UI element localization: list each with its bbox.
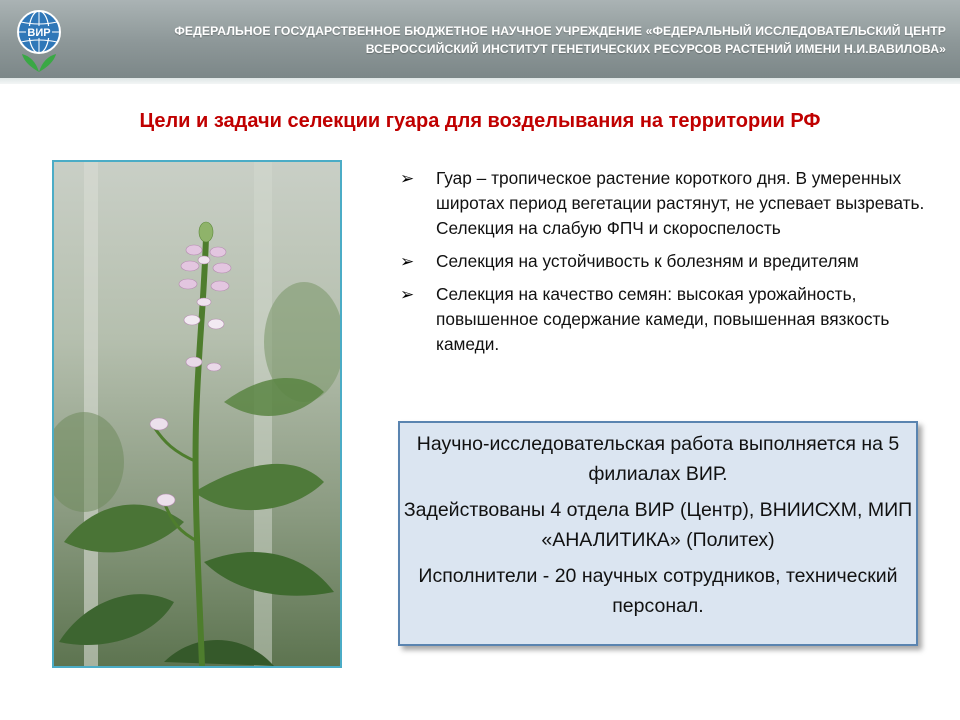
research-info-box (398, 421, 918, 646)
info-paragraph: Научно-исследовательская работа выполняется на 5 филиалах ВИР. (416, 433, 900, 485)
arrow-bullet-icon: ➢ (400, 169, 415, 188)
header-divider (0, 78, 960, 84)
guar-plant-image (54, 162, 340, 666)
institution-name-line2: ВСЕРОССИЙСКИЙ ИНСТИТУТ ГЕНЕТИЧЕСКИХ РЕСУРСОВ РАСТЕНИЙ ИМЕНИ Н.И.ВАВИЛОВА» (365, 42, 946, 56)
info-paragraph: Задействованы 4 отдела ВИР (Центр), ВНИИСХМ, МИП «АНАЛИТИКА» (Политех) (403, 499, 913, 551)
list-item (398, 249, 928, 274)
list-item (398, 282, 928, 357)
vir-logo-icon (14, 8, 64, 74)
list-item-text: Селекция на качество семян: высокая урожайность, повышенное содержание камеди, повышенная вязкость камеди. (436, 284, 890, 354)
slide-title: Цели и задачи селекции гуара для возделывания на территории РФ (139, 110, 821, 132)
arrow-bullet-icon: ➢ (400, 285, 415, 304)
list-item-text: Гуар – тропическое растение короткого дня. В умеренных широтах период вегетации растянут, не успевает вызревать. Селекция на слабую ФПЧ и скороспелость (436, 168, 925, 238)
info-paragraph: Исполнители - 20 научных сотрудников, технический персонал. (418, 565, 898, 617)
institution-name (174, 22, 946, 58)
goals-list (398, 166, 928, 365)
list-item-text: Селекция на устойчивость к болезням и вредителям (436, 251, 859, 271)
arrow-bullet-icon: ➢ (400, 252, 415, 271)
guar-plant-photo (52, 160, 342, 668)
institution-name-line1: ФЕДЕРАЛЬНОЕ ГОСУДАРСТВЕННОЕ БЮДЖЕТНОЕ НАУЧНОЕ УЧРЕЖДЕНИЕ «ФЕДЕРАЛЬНЫЙ ИССЛЕДОВАТЕЛЬСКИЙ ЦЕНТР (174, 24, 946, 38)
list-item (398, 166, 928, 241)
logo-text: ВИР (27, 27, 51, 39)
header-banner (0, 0, 960, 78)
